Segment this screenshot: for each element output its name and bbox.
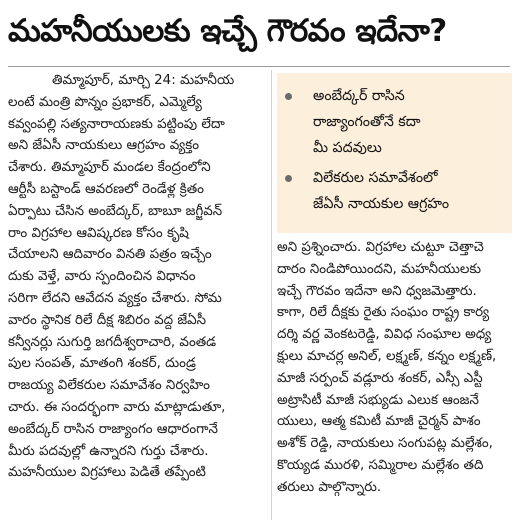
article-line: అని జేఏసీ నాయకులు ఆగ్రహం వ్యక్తం [8,138,199,154]
highlight-box [277,73,512,233]
article-line: అని ప్రశ్నించారు. విగ్రహాల చుట్టూ చెత్తాచె [277,240,484,255]
bullet-icon [285,175,292,182]
article-line: కవ్వంపల్లి సత్యనారాయణకు పట్టింపు లేదా [8,116,225,132]
article-line: కాగా, రిలే దీక్షకు రైతు సంఘం రాష్ట్ర కార్య [277,305,490,321]
highlight-line: విలేకరుల సమావేశంలో [313,170,438,186]
article-line: దుకు వెళ్తే, వారు స్పందించిన విధానం [8,269,196,285]
article-line: చేయాలని ఆదివారం వినతి పత్రం ఇచ్చేం [8,247,212,263]
article-line: చేశారు. తిమ్మాపూర్ మండల కేంద్రంలోని [8,160,211,176]
article-right-column [277,237,513,499]
article-line: అశోక్ రెడ్డి, నాయకులు సంగుపట్ల మల్లేశం, [277,436,493,452]
article-line: మీరు పదవుల్లో ఉన్నారని గుర్తు చేశారు. [8,443,209,459]
article-line: రాం విగ్రహాల ఆవిష్కరణ కోసం కృషి [8,225,189,241]
article-line: తిమ్మాపూర్, మార్చి 24: మహనీయ [52,73,235,88]
article-line: అట్రాసిటీ మాజీ సభ్యుడు ఎలుక ఆంజనే [277,392,479,408]
article-line: సరిగా లేదని ఆవేదన వ్యక్తం చేశారు. సోమ [8,290,222,306]
highlight-line: మీ పదవులు [313,140,382,156]
article-line: చారు. ఈ సందర్భంగా వారు మాట్లాడుతూ, [8,399,226,415]
column-divider [271,70,272,520]
article-line: ఏర్పాటు చేసిన అంబేద్కర్, బాబూ జగ్జీవన్ [8,203,223,219]
article-line: రాజయ్య విలేకరుల సమావేశం నిర్వహిం [8,378,210,394]
highlight-line: రాజ్యాంగంతోనే కదా [313,114,421,130]
article-line: ఇచ్చే గౌరవం ఇదేనా అని ధ్వజమెత్తారు. [277,283,477,299]
article-line: ఆర్టీసీ బస్టాండ్ ఆవరణలో రెండేళ్ల క్రితం [8,181,204,197]
article-line: అంబేద్కర్ రాసిన రాజ్యాంగం ఆధారంగానే [8,421,218,437]
article-line: తరులు పాల్గొన్నారు. [277,479,382,495]
article-line: దారం నిండిపోయిందని, మహనీయులకు [277,261,481,277]
highlight-item [285,165,449,217]
article-line: యులు, ఆత్మ కమిటీ మాజీ చైర్మన్ పాశం [277,414,481,430]
highlight-item [285,83,420,161]
headline-rule [8,66,510,67]
headline: మహనీయులకు ఇచ్చే గౌరవం ఇదేనా? [8,13,447,49]
article-line: పుల సంపత్, మాతంగి శంకర్, దుండ్ర [8,356,196,372]
article-line: మహనీయుల విగ్రహాలు పెడితే తప్పేంటి [8,465,206,481]
article-line: దర్శి వర్ణ వెంకటరెడ్డి, వివిధ సంఘాల అధ్య [277,327,492,343]
article-line: లంటే మంత్రి పొన్నం ప్రభాకర్, ఎమ్మెల్యే [8,94,202,110]
article-line: మాజీ సర్పంచ్ వడ్లూరు శంకర్, ఎస్సీ ఎస్టీ [277,370,483,386]
article-left-column [8,70,268,484]
highlight-line: జేఏసీ నాయకుల ఆగ్రహం [313,196,450,212]
bullet-icon [285,93,292,100]
article-line: క్షులు మాచర్ల అనిల్, లక్ష్మణ్, కన్నం లక్ష్మణ్, [277,348,497,364]
article-line: వారం స్థానిక రిలే దీక్ష శిబిరం వద్ద జేఏసీ [8,312,207,328]
highlight-line: అంబేద్కర్ రాసిన [313,88,405,104]
article-line: కన్వీనర్లు సుగుర్తి జగదీశ్వరాచారి, వంతడ [8,334,217,350]
article-line: కొయ్యడ మురళి, సమ్మిరాల మల్లేశం తది [277,457,484,473]
